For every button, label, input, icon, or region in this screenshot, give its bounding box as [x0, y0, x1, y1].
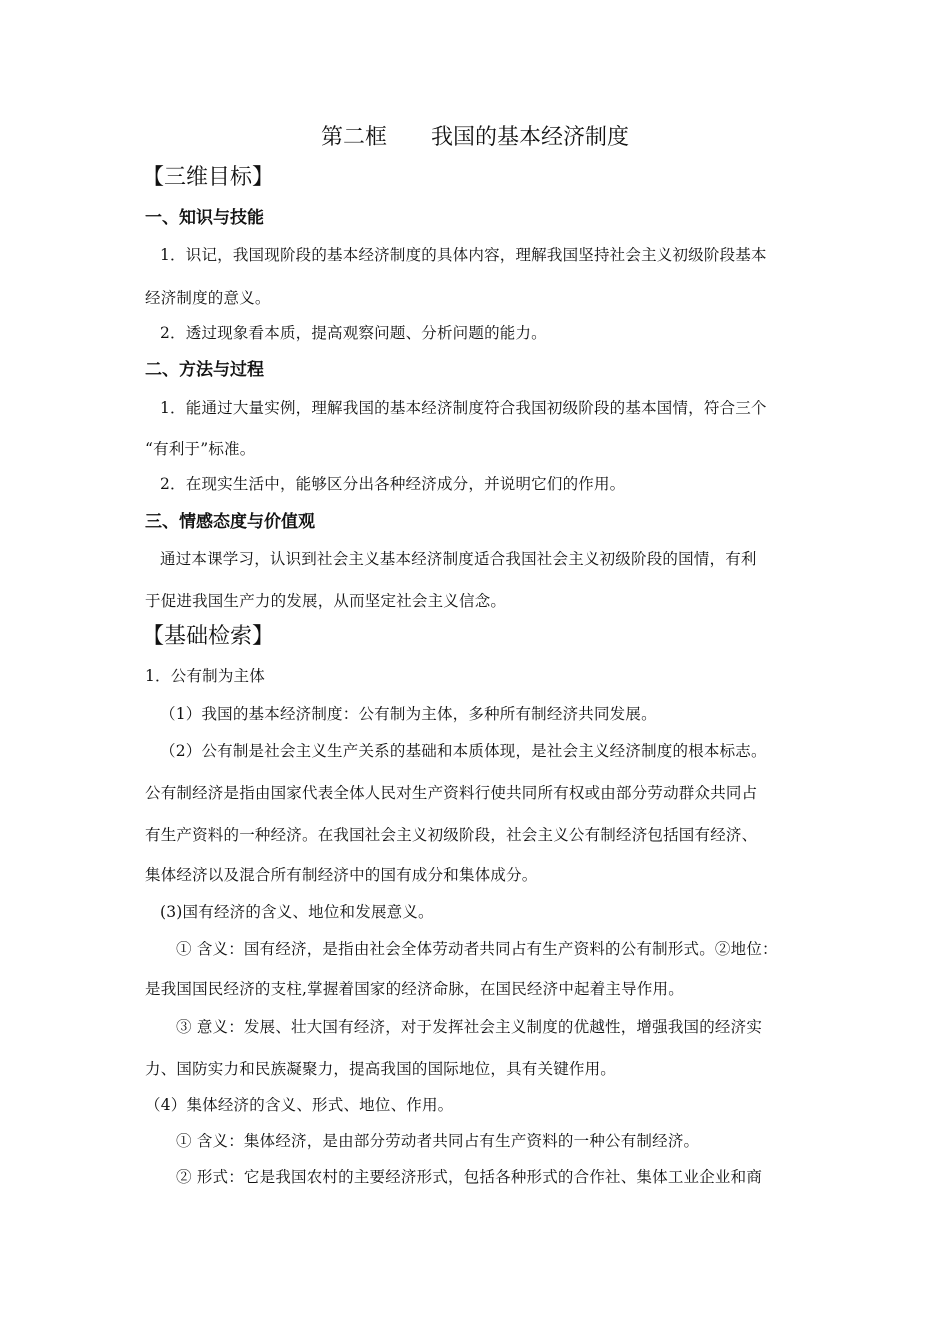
- paragraph-line: 集体经济以及混合所有制经济中的国有成分和集体成分。: [145, 866, 538, 884]
- paragraph-line: 2．透过现象看本质，提高观察问题、分析问题的能力。: [160, 324, 547, 342]
- paragraph-line: 力、国防实力和民族凝聚力，提高我国的国际地位，具有关键作用。: [145, 1060, 617, 1078]
- paragraph-line: “有利于”标准。: [145, 440, 256, 458]
- paragraph-line: 是我国国民经济的支柱,掌握着国家的经济命脉，在国民经济中起着主导作用。: [145, 980, 684, 998]
- paragraph-line: 有生产资料的一种经济。在我国社会主义初级阶段，社会主义公有制经济包括国有经济、: [145, 826, 758, 844]
- paragraph-line: （4）集体经济的含义、形式、地位、作用。: [145, 1096, 454, 1114]
- paragraph-line: 1．公有制为主体: [145, 667, 265, 685]
- page-title: 第二框 我国的基本经济制度: [320, 125, 629, 150]
- section-heading-basics: 【基础检索】: [142, 624, 275, 649]
- paragraph-line: （2）公有制是社会主义生产关系的基础和本质体现，是社会主义经济制度的根本标志。: [160, 742, 767, 760]
- paragraph-line: 经济制度的意义。: [145, 289, 271, 307]
- paragraph-line: ① 含义：集体经济，是由部分劳动者共同占有生产资料的一种公有制经济。: [176, 1132, 700, 1150]
- paragraph-line: 1．识记，我国现阶段的基本经济制度的具体内容，理解我国坚持社会主义初级阶段基本: [160, 246, 767, 264]
- paragraph-line: 1．能通过大量实例，理解我国的基本经济制度符合我国初级阶段的基本国情，符合三个: [160, 399, 767, 417]
- paragraph-line: （1）我国的基本经济制度：公有制为主体，多种所有制经济共同发展。: [160, 705, 657, 723]
- paragraph-line: 于促进我国生产力的发展，从而坚定社会主义信念。: [145, 592, 507, 610]
- subheading-attitude: 三、情感态度与价值观: [145, 512, 315, 532]
- section-heading-objectives: 【三维目标】: [142, 165, 275, 190]
- paragraph-line: ② 形式：它是我国农村的主要经济形式，包括各种形式的合作社、集体工业企业和商: [176, 1168, 763, 1186]
- paragraph-line: 通过本课学习，认识到社会主义基本经济制度适合我国社会主义初级阶段的国情，有利: [160, 550, 757, 568]
- paragraph-line: 公有制经济是指由国家代表全体人民对生产资料行使共同所有权或由部分劳动群众共同占: [145, 784, 758, 802]
- paragraph-line: ③ 意义：发展、壮大国有经济，对于发挥社会主义制度的优越性，增强我国的经济实: [176, 1018, 763, 1036]
- subheading-method: 二、方法与过程: [145, 360, 264, 380]
- paragraph-line: 2．在现实生活中，能够区分出各种经济成分，并说明它们的作用。: [160, 475, 626, 493]
- paragraph-line: (3)国有经济的含义、地位和发展意义。: [160, 903, 434, 921]
- paragraph-line: ① 含义：国有经济，是指由社会全体劳动者共同占有生产资料的公有制形式。②地位：: [176, 940, 778, 958]
- subheading-knowledge: 一、知识与技能: [145, 208, 264, 228]
